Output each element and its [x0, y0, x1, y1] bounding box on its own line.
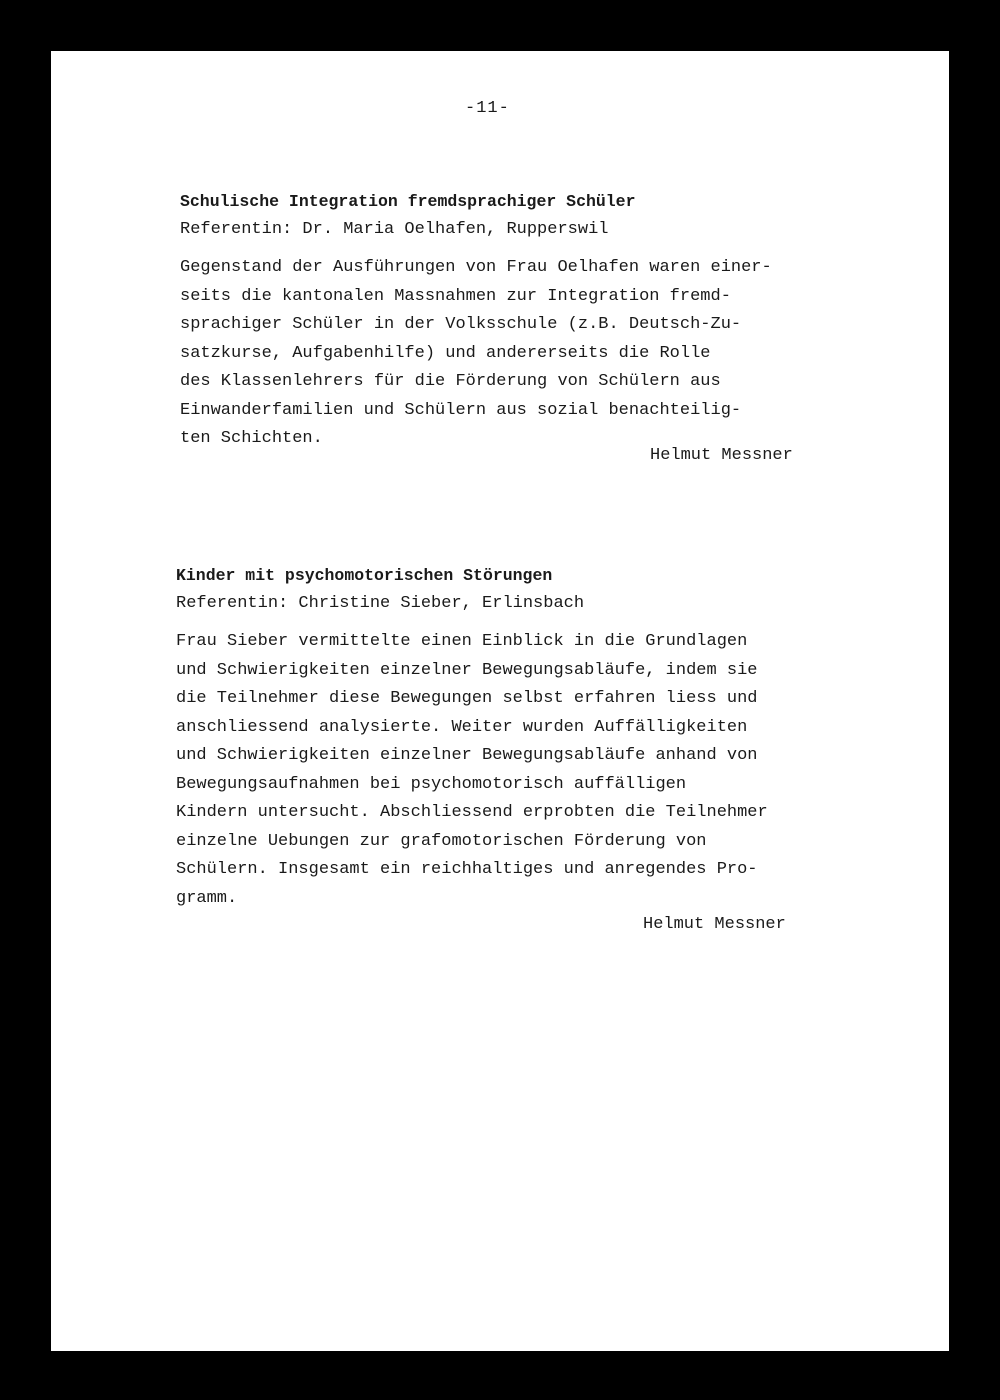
text-line: Kindern untersucht. Abschliessend erprobten die Teilnehmer	[176, 803, 768, 822]
text-line: und Schwierigkeiten einzelner Bewegungsabläufe anhand von	[176, 746, 758, 765]
text-line: Schülern. Insgesamt ein reichhaltiges und anregendes Pro-	[176, 860, 758, 879]
text-line: und Schwierigkeiten einzelner Bewegungsabläufe, indem sie	[176, 660, 758, 680]
text-line: seits die kantonalen Massnahmen zur Integration fremd-	[180, 286, 731, 306]
text-line: Gegenstand der Ausführungen von Frau Oelhafen waren einer-	[180, 258, 772, 277]
text-line: anschliessend analysierte. Weiter wurden Auffälligkeiten	[176, 717, 748, 737]
page-number: -11-	[465, 99, 510, 118]
text-line: des Klassenlehrers für die Förderung von Schülern aus	[180, 372, 721, 391]
section-heading: Kinder mit psychomotorischen Störungen	[176, 566, 553, 585]
text-line: einzelne Uebungen zur grafomotorischen Förderung von	[176, 831, 707, 851]
author-signature: Helmut Messner	[650, 446, 793, 465]
section-heading: Schulische Integration fremdsprachiger Schüler	[180, 192, 636, 211]
text-line: gramm.	[176, 888, 238, 908]
text-line: Frau Sieber vermittelte einen Einblick in die Grundlagen	[176, 632, 748, 651]
body-text	[176, 628, 768, 913]
text-line: ten Schichten.	[180, 429, 323, 448]
text-line: Einwanderfamilien und Schülern aus sozial benachteilig-	[180, 400, 742, 420]
text-line: Bewegungsaufnahmen bei psychomotorisch auffälligen	[176, 774, 687, 794]
body-text	[180, 254, 772, 454]
speaker-line: Referentin: Dr. Maria Oelhafen, Rupperswil	[180, 220, 609, 239]
text-line: satzkurse, Aufgabenhilfe) und andererseits die Rolle	[180, 343, 711, 363]
text-line: sprachiger Schüler in der Volksschule (z.B. Deutsch-Zu-	[180, 315, 742, 334]
report-section	[180, 190, 772, 454]
report-section	[176, 564, 768, 913]
author-signature: Helmut Messner	[643, 915, 786, 934]
speaker-line: Referentin: Christine Sieber, Erlinsbach	[176, 594, 585, 613]
text-line: die Teilnehmer diese Bewegungen selbst erfahren liess und	[176, 689, 758, 708]
